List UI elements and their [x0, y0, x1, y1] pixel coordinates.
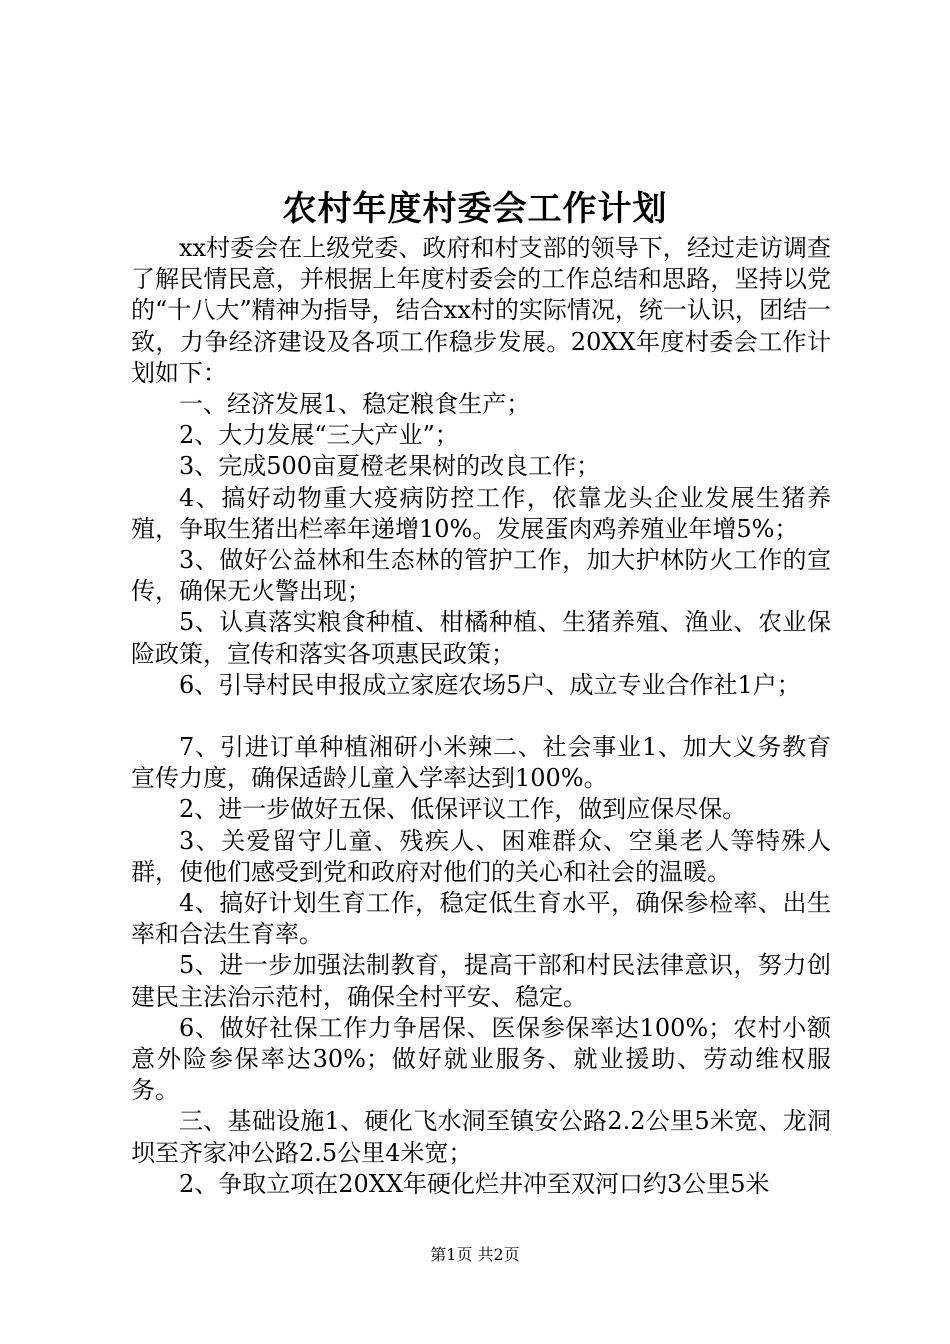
paragraph: 7、引进订单种植湘研小米辣二、社会事业1、加大义务教育宣传力度，确保适龄儿童入学率达到100%。	[131, 733, 831, 793]
paragraph: 3、关爱留守儿童、残疾人、困难群众、空巢老人等特殊人群，使他们感受到党和政府对他们的关心和社会的温暖。	[131, 826, 831, 886]
document-body	[131, 233, 831, 1200]
paragraph: 3、做好公益林和生态林的管护工作，加大护林防火工作的宣传，确保无火警出现；	[131, 546, 831, 606]
paragraph: 4、搞好计划生育工作，稳定低生育水平，确保参检率、出生率和合法生育率。	[131, 889, 831, 949]
paragraph: 3、完成500亩夏橙老果树的改良工作；	[179, 452, 601, 481]
paragraph: 一、经济发展1、稳定粮食生产；	[179, 390, 531, 419]
paragraph: 6、引导村民申报成立家庭农场5户、成立专业合作社1户；	[179, 670, 801, 699]
paragraph: 2、大力发展“三大产业”；	[179, 421, 459, 450]
paragraph: 三、基础设施1、硬化飞水洞至镇安公路2.2公里5米宽、龙洞坝至齐家冲公路2.5公里4米宽；	[131, 1107, 831, 1167]
paragraph: 2、进一步做好五保、低保评议工作，做到应保尽保。	[179, 795, 747, 824]
paragraph: 5、认真落实粮食种植、柑橘种植、生猪养殖、渔业、农业保险政策，宣传和落实各项惠民政策；	[131, 608, 831, 668]
page-number-footer: 第1页 共2页	[430, 1245, 520, 1264]
paragraph: 2、争取立项在20XX年硬化烂井冲至双河口约3公里5米	[179, 1169, 770, 1198]
intro-paragraph: xx村委会在上级党委、政府和村支部的领导下，经过走访调查了解民情民意，并根据上年度村委会的工作总结和思路，坚持以党的“十八大”精神为指导，结合xx村的实际情况，统一认识，团结一致，力争经济建设及各项工作稳步发展。20XX年度村委会工作计划如下：	[131, 234, 831, 387]
paragraph: 5、进一步加强法制教育，提高干部和村民法律意识，努力创建民主法治示范村，确保全村平安、稳定。	[131, 951, 831, 1011]
paragraph: 4、搞好动物重大疫病防控工作，依靠龙头企业发展生猪养殖，争取生猪出栏率年递增10%。发展蛋肉鸡养殖业年增5%；	[131, 483, 831, 543]
document-title: 农村年度村委会工作计划	[282, 189, 668, 229]
paragraph: 6、做好社保工作力争居保、医保参保率达100%；农村小额意外险参保率达30%；做好就业服务、就业援助、劳动维权服务。	[131, 1013, 831, 1105]
